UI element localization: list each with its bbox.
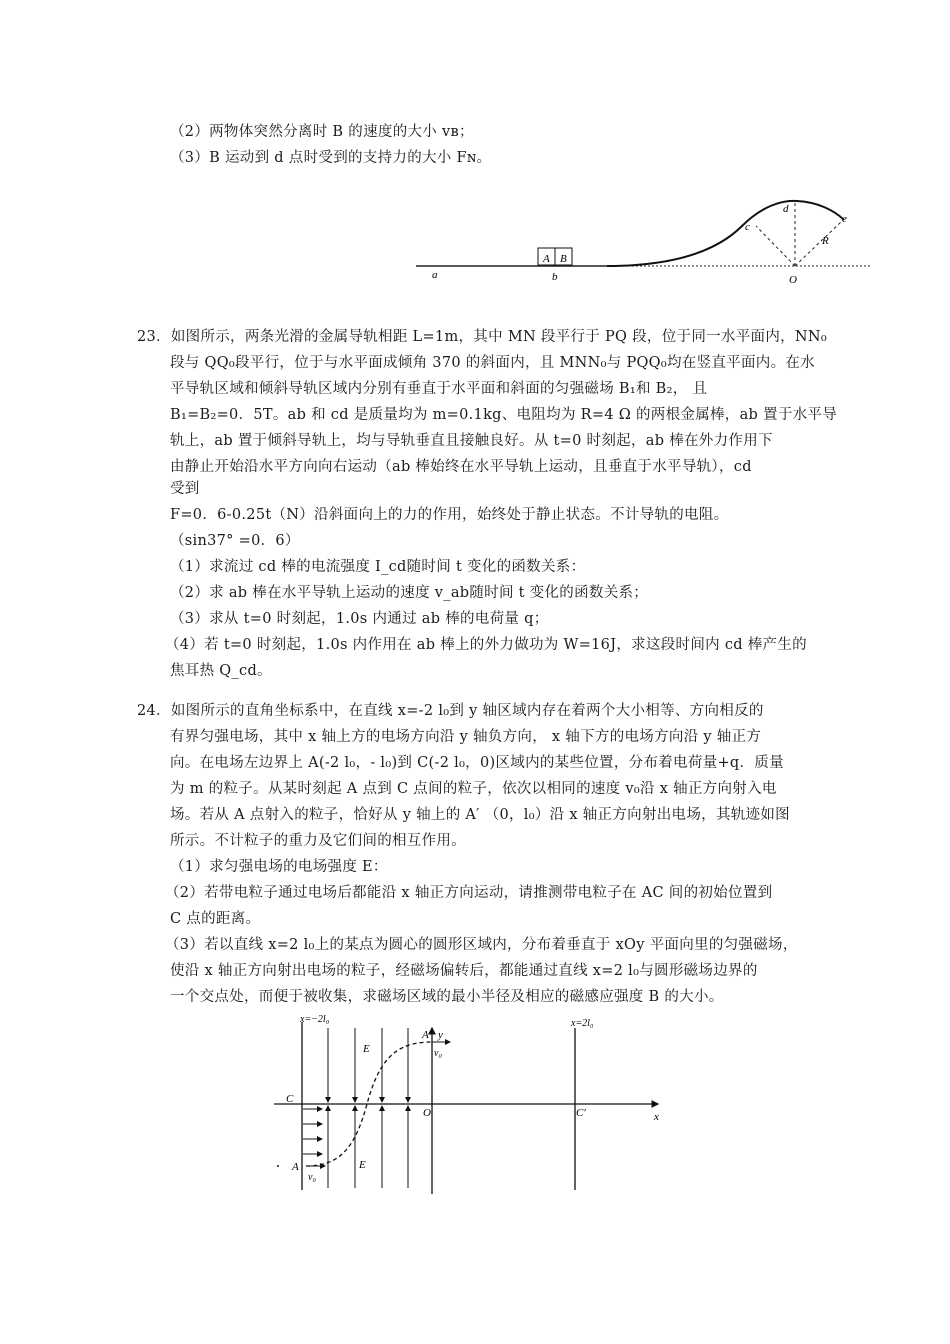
label-v0-bottom: v₀ <box>308 1172 316 1183</box>
y-axis-label: y <box>438 1029 443 1041</box>
q24-line-2: 有界匀强电场，其中 x 轴上方的电场方向沿 y 轴负方向， x 轴下方的电场方向沿 y 轴正方 <box>170 729 762 745</box>
q23-line-6: 由静止开始沿水平方向向右运动（ab 棒始终在水平导轨上运动，且垂直于水平导轨），cd <box>170 459 752 475</box>
label-v0-top: v₀ <box>434 1048 442 1059</box>
q22-line-2: （2）两物体突然分离时 B 的速度的大小 vʙ； <box>170 124 474 140</box>
label-b: b <box>552 271 558 283</box>
q23-line-13: （4）若 t=0 时刻起，1.0s 内作用在 ab 棒上的外力做功为 W=16J，求这段时间内 cd 棒产生的 <box>165 637 807 653</box>
label-C-prime: C′ <box>576 1107 586 1119</box>
q23-line-10: （1）求流过 cd 棒的电流强度 I_cd随时间 t 变化的函数关系： <box>170 559 586 575</box>
q23-line-4: B₁=B₂=0．5T。ab 和 cd 是质量均为 m=0.1kg、电阻均为 R=4 Ω 的两根金属棒，ab 置于水平导 <box>170 407 838 423</box>
field-lines-upper <box>328 1028 408 1102</box>
q22-line-3: （3）B 运动到 d 点时受到的支持力的大小 Fɴ。 <box>170 150 492 166</box>
q24-line-9: C 点的距离。 <box>170 911 261 927</box>
injection-arrows <box>303 1109 322 1154</box>
track-figure <box>412 190 882 300</box>
q24-line-5: 场。若从 A 点射入的粒子，恰好从 y 轴上的 A′ （0，l₀）沿 x 轴正方向射出电场，其轨迹如图 <box>170 807 790 823</box>
field-lines-lower <box>328 1106 408 1188</box>
q24-line-7: （1）求匀强电场的电场强度 E： <box>170 859 388 875</box>
label-d: d <box>783 203 789 215</box>
q24-line-10: （3）若以直线 x=2 l₀上的某点为圆心的圆形区域内，分布着垂直于 xOy 平面向里的匀强磁场， <box>165 937 798 953</box>
label-E-top: E <box>363 1043 370 1055</box>
dot-marker <box>277 1165 279 1167</box>
q24-line-3: 向。在电场左边界上 A(-2 l₀，- l₀)到 C(-2 l₀，0)区域内的某些位置，分布着电荷量+q．质量 <box>170 755 784 771</box>
q24-line-12: 一个交点处，而便于被收集，求磁场区域的最小半径及相应的磁感应强度 B 的大小。 <box>170 989 724 1005</box>
label-a: a <box>432 269 438 281</box>
q23-line-5: 轨上，ab 置于倾斜导轨上，均与导轨垂直且接触良好。从 t=0 时刻起，ab 棒在外力作用下 <box>170 433 773 449</box>
q23-line-11: （2）求 ab 棒在水平导轨上运动的速度 v_ab随时间 t 变化的函数关系； <box>170 585 649 601</box>
label-A-prime: A′ <box>422 1029 432 1041</box>
label-x-2l0: x=2l₀ <box>571 1018 594 1029</box>
q24-line-11: 使沿 x 轴正方向射出电场的粒子，经磁场偏转后，都能通过直线 x=2 l₀与圆形磁场边界的 <box>170 963 758 979</box>
label-c: c <box>745 221 750 233</box>
label-E-bottom: E <box>359 1159 366 1171</box>
label-R: R <box>822 235 829 247</box>
q24-line-1: 24．如图所示的直角坐标系中，在直线 x=-2 l₀到 y 轴区域内存在着两个大小相等、方向相反的 <box>137 703 764 719</box>
q24-line-6: 所示。不计粒子的重力及它们间的相互作用。 <box>170 833 466 849</box>
label-B: B <box>560 253 567 265</box>
q23-line-9: （sin37° =0．6） <box>170 533 300 549</box>
label-A: A <box>543 253 550 265</box>
q23-line-2: 段与 QQ₀段平行，位于与水平面成倾角 370 的斜面内，且 MNN₀与 PQQ₀均在竖直平面内。在水 <box>170 355 815 371</box>
label-x-minus-2l0: x=−2l₀ <box>300 1014 330 1025</box>
track-curve <box>607 201 844 266</box>
label-A: A <box>292 1161 299 1173</box>
q24-line-4: 为 m 的粒子。从某时刻起 A 点到 C 点间的粒子，依次以相同的速度 v₀沿 x 轴正方向射入电 <box>170 781 777 797</box>
q23-line-3: 平导轨区域和倾斜导轨区域内分别有垂直于水平面和斜面的匀强磁场 B₁和 B₂， 且 <box>170 381 708 397</box>
x-axis-label: x <box>654 1111 659 1123</box>
label-e: e <box>842 213 847 225</box>
q23-line-14: 焦耳热 Q_cd。 <box>170 663 272 679</box>
label-O: O <box>423 1107 431 1119</box>
field-figure <box>270 1008 670 1194</box>
q23-line-1: 23．如图所示，两条光滑的金属导轨相距 L=1m，其中 MN 段平行于 PQ 段，位于同一水平面内，NN₀ <box>137 329 828 345</box>
radius-oe <box>795 221 842 266</box>
label-O: O <box>789 274 797 286</box>
radius-oc <box>756 226 795 266</box>
q23-line-7: 受到 <box>170 481 200 497</box>
q23-line-12: （3）求从 t=0 时刻起，1.0s 内通过 ab 棒的电荷量 q； <box>170 611 549 627</box>
q24-line-8: （2）若带电粒子通过电场后都能沿 x 轴正方向运动，请推测带电粒子在 AC 间的初始位置到 <box>165 885 773 901</box>
label-C: C <box>286 1093 294 1105</box>
q23-line-8: F=0．6-0.25t（N）沿斜面向上的力的作用，始终处于静止状态。不计导轨的电阻。 <box>170 507 729 523</box>
